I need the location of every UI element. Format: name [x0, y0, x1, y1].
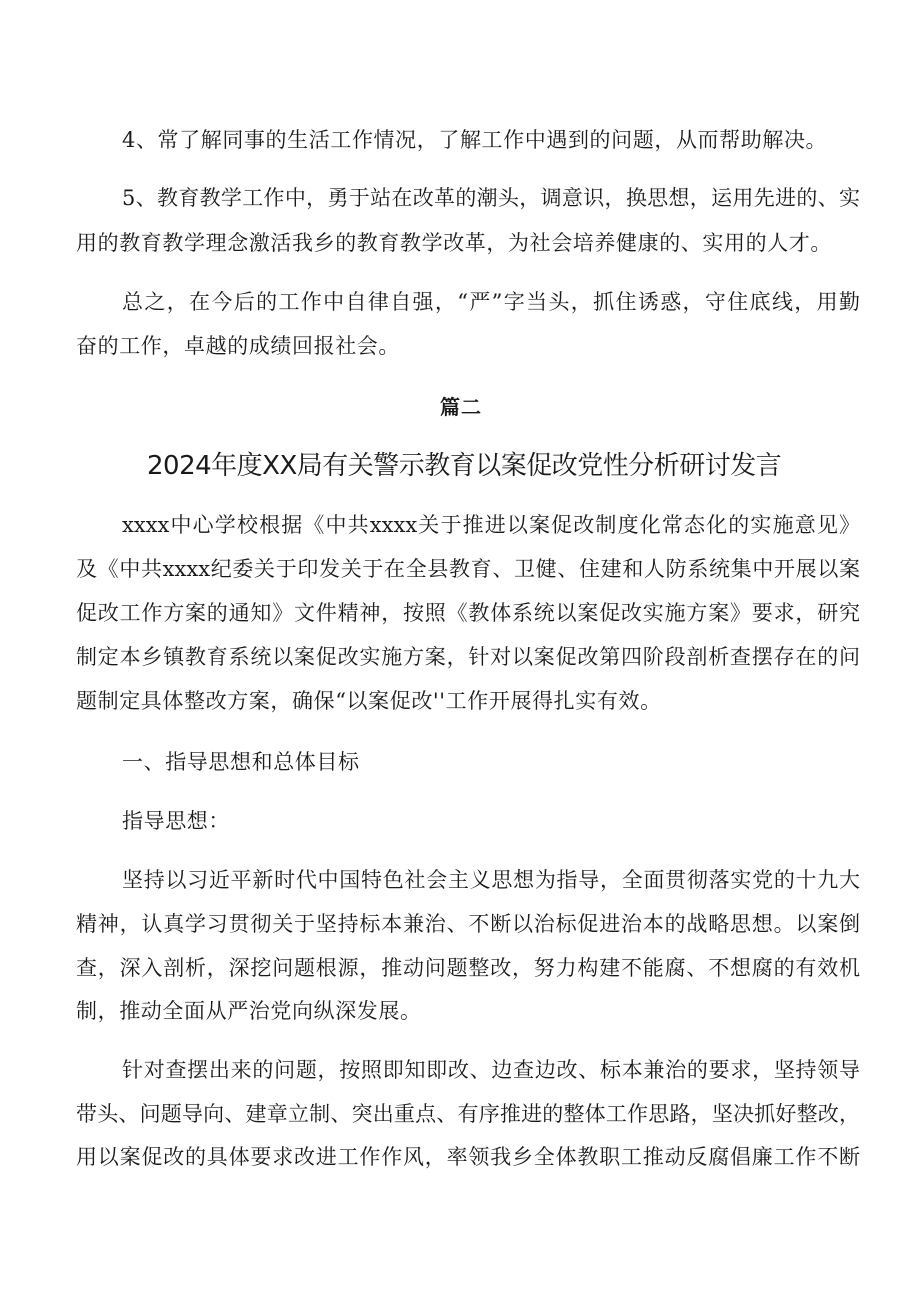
- part-1-subheading: 指导思想：: [122, 809, 230, 833]
- intro-line-4: 制定本乡镇教育系统以案促改实施方案，针对以案促改第四阶段剖析查摆存在的问: [76, 645, 860, 669]
- summary-line-2: 奋的工作，卓越的成绩回报社会。: [76, 334, 400, 358]
- measures-line-3: 用以案促改的具体要求改进工作作风，率领我乡全体教职工推动反腐倡廉工作不断: [76, 1145, 860, 1169]
- section-title: 2024年度XX局有关警示教育以案促改党性分析研讨发言: [147, 451, 782, 481]
- section-label: 篇二: [440, 395, 482, 419]
- intro-line-1: xxxx中心学校根据《中共xxxx关于推进以案促改制度化常态化的实施意见》: [122, 513, 860, 537]
- guide-line-4: 制，推动全面从严治党向纵深发展。: [76, 999, 422, 1023]
- intro-line-5: 题制定具体整改方案，确保“以案促改''工作开展得扎实有效。: [76, 689, 662, 713]
- measures-line-1: 针对查摆出来的问题，按照即知即改、边查边改、标本兼治的要求，坚持领导: [122, 1058, 860, 1082]
- item-5-line-1: 5、教育教学工作中，勇于站在改革的潮头，调意识，换思想，运用先进的、实: [122, 186, 860, 210]
- guide-line-2: 精神，认真学习贯彻关于坚持标本兼治、不断以治标促进治本的战略思想。以案倒: [76, 912, 860, 936]
- guide-line-1: 坚持以习近平新时代中国特色社会主义思想为指导，全面贯彻落实党的十九大: [122, 868, 860, 892]
- intro-line-3: 促改工作方案的通知》文件精神，按照《教体系统以案促改实施方案》要求，研究: [76, 601, 860, 625]
- measures-line-2: 带头、问题导向、建章立制、突出重点、有序推进的整体工作思路，坚决抓好整改，: [76, 1102, 860, 1126]
- part-1-heading: 一、指导思想和总体目标: [122, 750, 360, 774]
- intro-line-2: 及《中共xxxx纪委关于印发关于在全县教育、卫健、住建和人防系统集中开展以案: [76, 557, 860, 581]
- summary-line-1: 总之，在今后的工作中自律自强，“严”字当头，抓住诱惑，守住底线，用勤: [122, 290, 860, 314]
- item-5-line-2: 用的教育教学理念激活我乡的教育教学改革，为社会培养健康的、实用的人才。: [76, 231, 832, 255]
- item-4-line-1: 4、常了解同事的生活工作情况，了解工作中遇到的问题，从而帮助解决。: [122, 128, 828, 152]
- guide-line-3: 查，深入剖析，深挖问题根源，推动问题整改，努力构建不能腐、不想腐的有效机: [76, 956, 860, 980]
